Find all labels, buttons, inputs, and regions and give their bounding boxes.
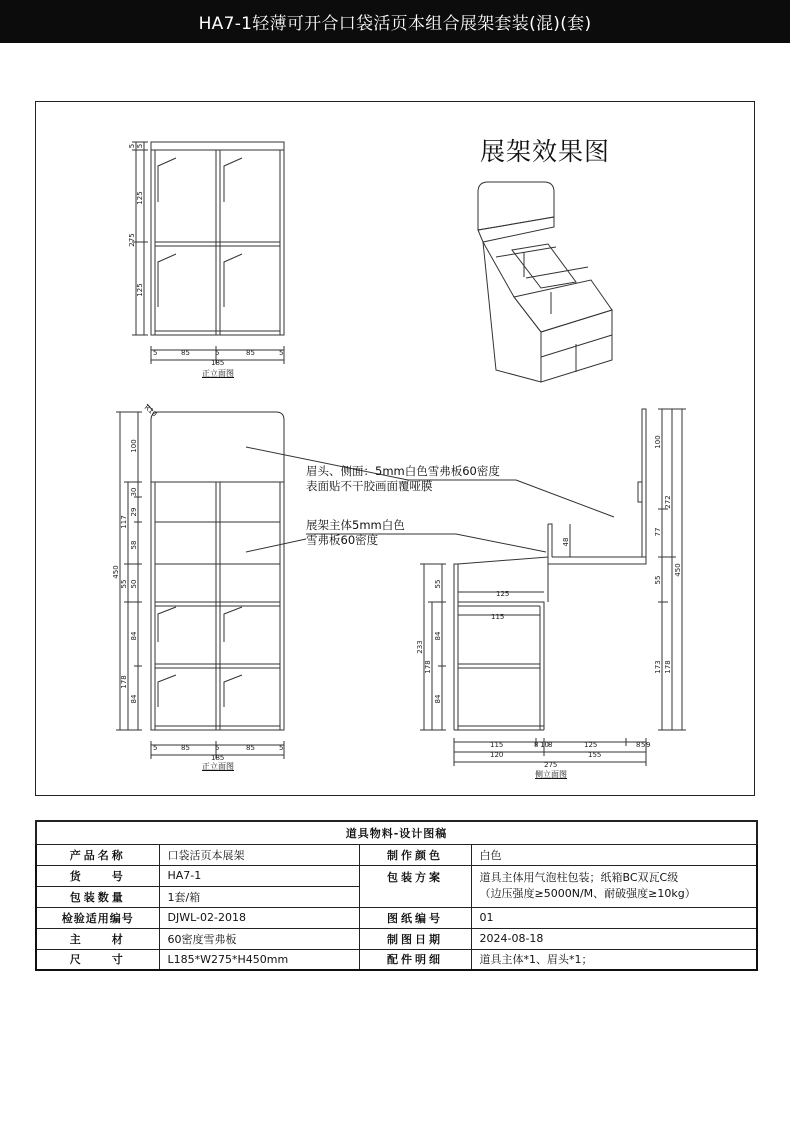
dim-text: 58 <box>130 540 138 550</box>
dim-text: 5 <box>153 349 158 357</box>
value-packing-plan <box>471 865 757 907</box>
label-drawing-number: 图纸编号 <box>359 907 471 928</box>
table-row <box>36 928 757 949</box>
dim-text: 8 <box>548 741 553 749</box>
value-inspection-code: DJWL-02-2018 <box>159 907 359 928</box>
dim-text: 275 <box>128 233 136 247</box>
effect-view-drawing <box>478 182 612 382</box>
dim-text: 5 <box>641 741 646 749</box>
dim-text: 115 <box>490 741 504 749</box>
effect-view-title: 展架效果图 <box>480 137 611 166</box>
dim-text: 55 <box>120 579 128 589</box>
dim-text: 125 <box>136 283 144 297</box>
dim-text: 85 <box>246 349 255 357</box>
label-packing-plan: 包装方案 <box>359 865 471 907</box>
value-drawing-number: 01 <box>471 907 757 928</box>
label-size: 尺 寸 <box>36 949 159 970</box>
label-item-number: 货 号 <box>36 865 159 886</box>
dim-text: 233 <box>416 640 424 654</box>
label-color: 制作颜色 <box>359 844 471 865</box>
value-accessories: 道具主体*1、眉头*1； <box>471 949 757 970</box>
dim-text: 125 <box>496 590 510 598</box>
page-title: HA7-1轻薄可开合口袋活页本组合展架套装(混)(套) <box>198 14 592 34</box>
dim-text: 125 <box>584 741 598 749</box>
dim-text: 85 <box>181 744 190 752</box>
callout-line: 雪弗板60密度 <box>306 533 379 547</box>
table-row <box>36 865 757 886</box>
value-product-name: 口袋活页本展架 <box>159 844 359 865</box>
dim-text: 173 <box>654 660 662 674</box>
dim-text: 117 <box>120 515 128 529</box>
dim-text: 85 <box>181 349 190 357</box>
table-row <box>36 844 757 865</box>
dim-text: 48 <box>562 537 570 547</box>
front-view-drawing <box>132 142 284 364</box>
dim-text: 125 <box>136 191 144 205</box>
dim-text: 272 <box>664 495 672 509</box>
callout-line: 表面贴不干胶画面覆哑膜 <box>306 479 433 493</box>
design-drawing-panel <box>35 101 755 796</box>
table-row <box>36 907 757 928</box>
dim-text: 8 <box>534 741 539 749</box>
radius-label: R10 <box>142 403 159 419</box>
dim-text: 10 <box>540 741 549 749</box>
callout-line: 眉头、侧面：5mm白色雪弗板60密度 <box>306 464 500 478</box>
value-drawing-date: 2024-08-18 <box>471 928 757 949</box>
dim-text: 100 <box>654 435 662 449</box>
label-pack-quantity: 包装数量 <box>36 886 159 907</box>
label-inspection-code: 检验适用编号 <box>36 907 159 928</box>
callout-line: 展架主体5mm白色 <box>306 518 405 532</box>
dim-text: 5 <box>128 143 136 149</box>
table-row <box>36 949 757 970</box>
callout-leaders <box>246 447 614 552</box>
dim-text: 120 <box>490 751 504 759</box>
dim-text: 178 <box>664 660 672 674</box>
spec-table-heading: 道具物料-设计图稿 <box>36 821 757 844</box>
dim-text: 155 <box>588 751 602 759</box>
dim-text: 185 <box>211 359 225 367</box>
dim-text: 9 <box>646 741 651 749</box>
dim-text: 84 <box>434 631 442 641</box>
callout-header-panel <box>306 464 500 494</box>
label-main-material: 主 材 <box>36 928 159 949</box>
front-view-2-drawing <box>116 412 284 759</box>
dim-text: 84 <box>434 694 442 704</box>
callout-main-body <box>306 518 405 548</box>
value-item-number: HA7-1 <box>159 865 359 886</box>
dim-text: 450 <box>674 563 682 577</box>
packing-line: 道具主体用气泡柱包装；纸箱BC双瓦C级 <box>479 870 679 884</box>
dim-text: 84 <box>130 631 138 641</box>
dim-text: 5 <box>153 744 158 752</box>
dim-text: 55 <box>434 579 442 589</box>
side-view-caption: 侧立面图 <box>535 770 567 779</box>
dim-text: 29 <box>130 507 138 517</box>
side-view-drawing <box>420 409 686 766</box>
value-main-material: 60密度雪弗板 <box>159 928 359 949</box>
dim-text: 115 <box>491 613 505 621</box>
front-view-caption: 正立面图 <box>202 369 234 378</box>
dim-text: 84 <box>130 694 138 704</box>
technical-drawing <box>36 102 756 797</box>
label-accessories: 配件明细 <box>359 949 471 970</box>
dim-text: 55 <box>654 575 662 585</box>
dim-text: 5 <box>215 349 220 357</box>
spec-table <box>35 820 758 971</box>
dim-text: 30 <box>130 487 138 497</box>
dim-text: 50 <box>130 579 138 589</box>
value-size: L185*W275*H450mm <box>159 949 359 970</box>
dim-text: 5 <box>279 744 284 752</box>
dim-text: 275 <box>544 761 558 769</box>
dim-text: 77 <box>654 527 662 537</box>
label-drawing-date: 制图日期 <box>359 928 471 949</box>
dim-text: 450 <box>112 565 120 579</box>
page-title-bar <box>0 0 790 43</box>
dim-text: 5 <box>279 349 284 357</box>
dim-text: 8 <box>636 741 641 749</box>
dim-text: 178 <box>120 675 128 689</box>
dim-text: 178 <box>424 660 432 674</box>
label-product-name: 产品名称 <box>36 844 159 865</box>
value-pack-quantity: 1套/箱 <box>159 886 359 907</box>
dimension-labels <box>112 144 682 769</box>
front-view-2-caption: 正立面图 <box>202 762 234 771</box>
packing-line: （边压强度≥5000N/M、耐破强度≥10kg） <box>479 886 696 900</box>
dim-text: 5 <box>215 744 220 752</box>
dim-text: 185 <box>211 754 225 762</box>
dim-text: 85 <box>246 744 255 752</box>
value-color: 白色 <box>471 844 757 865</box>
dim-text: 100 <box>130 439 138 453</box>
dim-text: 5 <box>136 143 144 149</box>
